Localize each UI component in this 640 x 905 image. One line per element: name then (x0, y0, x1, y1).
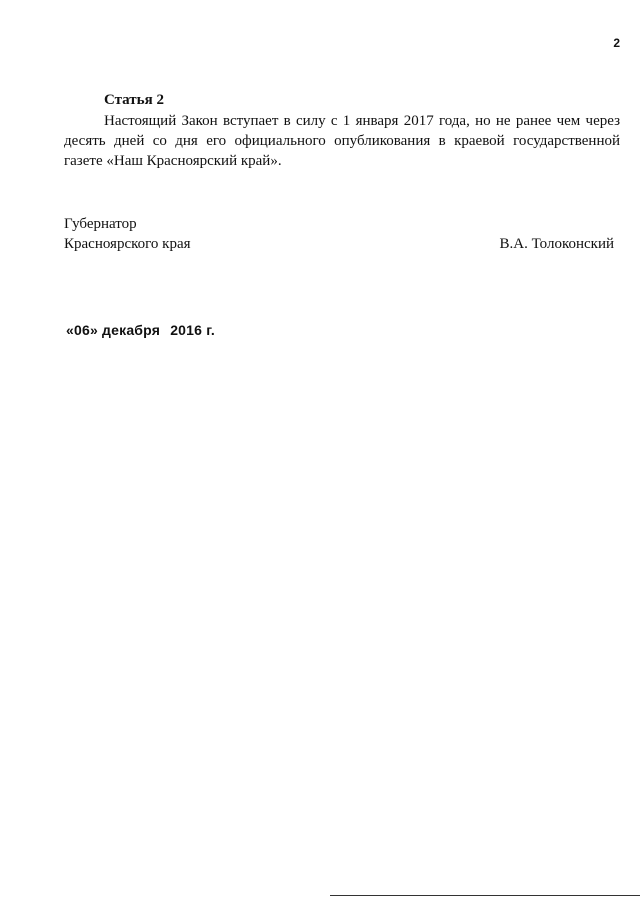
article-title: Статья 2 (104, 92, 164, 108)
article-body: Настоящий Закон вступает в силу с 1 января 2017 года, но не ранее чем через десять дней со дня его официального опубликования в краевой государственной газете «Наш Красноярский край». (64, 113, 620, 169)
footer-rule (330, 895, 640, 896)
page-number: 2 (613, 36, 620, 50)
signing-date (66, 322, 215, 338)
signatory-position-line2: Красноярского края (64, 236, 191, 252)
signatory-position (64, 214, 191, 254)
signatory-name: В.А. Толоконский (499, 236, 614, 252)
signing-date-day-month: «06» декабря (66, 322, 161, 338)
signing-date-year: 2016 г. (170, 322, 215, 338)
signatory-position-line1: Губернатор (64, 216, 137, 232)
